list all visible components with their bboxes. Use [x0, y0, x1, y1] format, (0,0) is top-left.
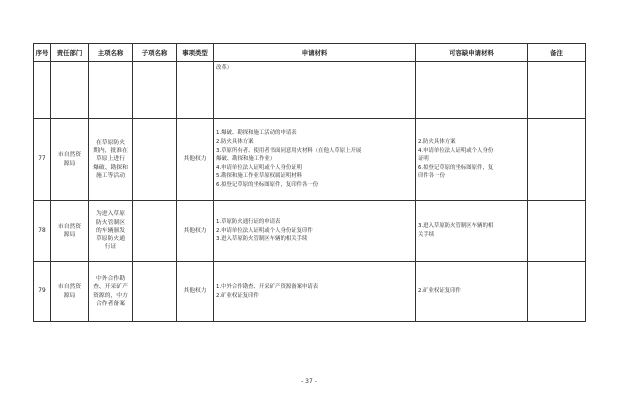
header-type: 事项类型: [177, 44, 214, 62]
cell-materials: 1.中外合作勘查、开采矿产资源备案申请表 2.矿业权证复印件: [214, 262, 416, 322]
header-remark: 备注: [528, 44, 586, 62]
cell-type: 其他权力: [177, 262, 214, 322]
cell-missing: [416, 62, 528, 119]
cell-type: 其他权力: [177, 201, 214, 262]
cell-materials: 1.草原防火通行证的申请表 2.申请单位法人证明或个人身份证复印件 3.进入草原防火管制区车辆的相关手续: [214, 201, 416, 262]
cell-sub: [133, 119, 177, 201]
cell-no: [34, 62, 51, 119]
table-row: [34, 262, 586, 322]
table-header-row: [34, 44, 586, 62]
cell-missing: 2.防火具体方案 4.申请单位法人证明或个人身份 证明 6.拟登记草原的坐标图原件，复 印件各一份: [416, 119, 528, 201]
cell-dept: 市自然资 源局: [51, 262, 89, 322]
cell-missing: 3.进入草原防火管制区车辆的相 关手续: [416, 201, 528, 262]
cell-sub: [133, 62, 177, 119]
table-row-continued: [34, 62, 586, 119]
cell-remark: [528, 119, 586, 201]
cell-main: 中外合作勘 查、开采矿产 资源的，中方 合作者备案: [89, 262, 133, 322]
cell-no: 78: [34, 201, 51, 262]
cell-remark: [528, 62, 586, 119]
header-dept: 责任部门: [51, 44, 89, 62]
header-sub: 子项名称: [133, 44, 177, 62]
cell-remark: [528, 201, 586, 262]
cell-materials: 1.爆破、勘探和施工活动的申请表 2.防火具体方案 3.草原所有者、使用者书面同意用火材料（在他人草原上开展 爆破、勘探和施工作业） 4.申请单位法人证明或个人身份证明 5.勘探和施工作业草原权属证明材料 6.拟登记草原的坐标图原件，复印件各一份: [214, 119, 416, 201]
cell-no: 77: [34, 119, 51, 201]
header-materials: 申请材料: [214, 44, 416, 62]
header-main: 主项名称: [89, 44, 133, 62]
cell-dept: 市自然资 源局: [51, 119, 89, 201]
cell-main: 为进入草原 防火管制区 的车辆颁发 草原防火通 行证: [89, 201, 133, 262]
cell-main: [89, 62, 133, 119]
cell-type: [177, 62, 214, 119]
cell-type: 其他权力: [177, 119, 214, 201]
cell-missing: 2.矿业权证复印件: [416, 262, 528, 322]
cell-remark: [528, 262, 586, 322]
cell-sub: [133, 262, 177, 322]
page-number: - 37 -: [301, 378, 317, 385]
cell-materials: 改革）: [214, 62, 416, 119]
cell-no: 79: [34, 262, 51, 322]
table-row: [34, 119, 586, 201]
cell-dept: 市自然资 源局: [51, 201, 89, 262]
header-missing: 可容缺申请材料: [416, 44, 528, 62]
cell-dept: [51, 62, 89, 119]
table-row: [34, 201, 586, 262]
cell-main: 在草原防火 期内，批准在 草原上进行 爆破、勘探和 施工等活动: [89, 119, 133, 201]
header-no: 序号: [34, 44, 51, 62]
materials-table: [33, 43, 586, 322]
cell-sub: [133, 201, 177, 262]
